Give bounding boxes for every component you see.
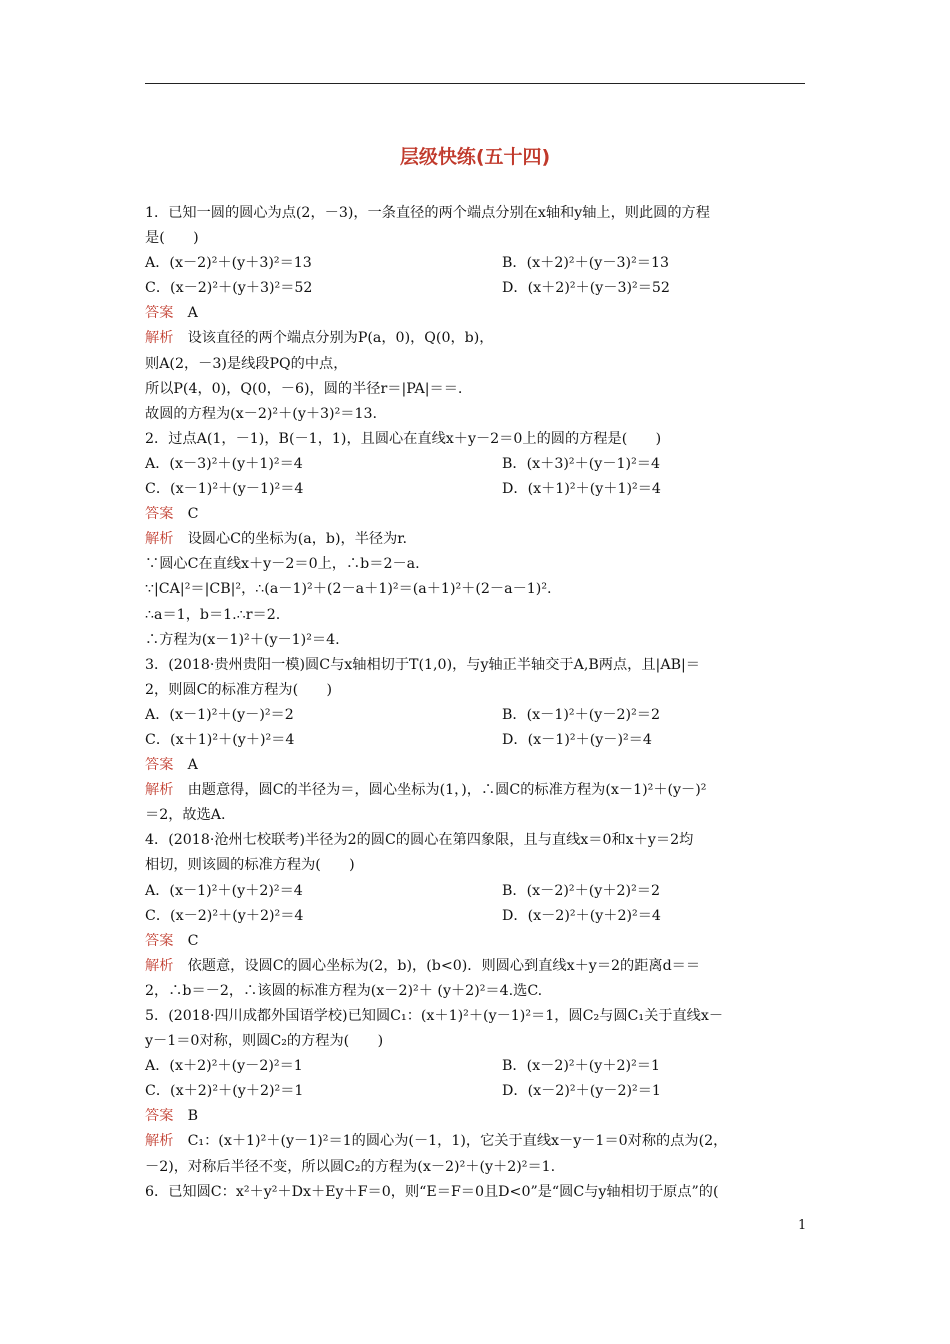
text-line <box>145 427 810 452</box>
answer-label: 解析 <box>145 1133 174 1150</box>
option-right: B．(x＋3)²＋(y－1)²＝4 <box>502 455 660 472</box>
option-right: D．(x＋1)²＋(y＋1)²＝4 <box>502 481 661 498</box>
option-row <box>145 879 810 904</box>
label-line <box>145 1104 810 1129</box>
text-line <box>145 979 810 1004</box>
text-line <box>145 226 810 251</box>
option-left: A．(x－3)²＋(y＋1)²＝4 <box>145 455 303 472</box>
answer-label: 答案 <box>145 506 174 523</box>
line-text: 设该直径的两个端点分别为P(a，0)，Q(0，b)， <box>173 330 494 347</box>
option-row <box>145 477 810 502</box>
text-line <box>145 552 810 577</box>
label-line <box>145 954 810 979</box>
text-line <box>145 803 810 828</box>
label-line <box>145 326 810 351</box>
text-line <box>145 1029 810 1054</box>
option-right: D．(x－2)²＋(y－2)²＝1 <box>502 1083 661 1100</box>
label-line <box>145 527 810 552</box>
line-text: ∵圆心C在直线x＋y－2＝0上，∴b＝2－a. <box>145 556 420 573</box>
answer-label: 答案 <box>145 305 174 322</box>
text-line <box>145 1004 810 1029</box>
answer-label: 解析 <box>145 531 174 548</box>
line-text: 2，则圆C的标准方程为( ) <box>145 681 333 698</box>
document-body <box>145 201 810 1205</box>
option-left: A．(x－2)²＋(y＋3)²＝13 <box>145 255 312 272</box>
text-line <box>145 1180 810 1205</box>
option-row <box>145 703 810 728</box>
header-rule <box>145 83 805 84</box>
line-text: A <box>173 305 198 322</box>
option-row <box>145 251 810 276</box>
line-text: 是( ) <box>145 230 199 247</box>
text-line <box>145 603 810 628</box>
line-text: 所以P(4，0)，Q(0，－6)，圆的半径r＝|PA|＝＝. <box>145 380 463 397</box>
line-text: y－1＝0对称，则圆C₂的方程为( ) <box>145 1033 384 1050</box>
option-right: B．(x－2)²＋(y＋2)²＝1 <box>502 1058 660 1075</box>
line-text: 2，∴b＝－2，∴该圆的标准方程为(x－2)²＋ (y＋2)²＝4.选C. <box>145 982 543 999</box>
line-text: C <box>173 932 199 949</box>
option-row <box>145 728 810 753</box>
line-text: 则A(2，－3)是线段PQ的中点， <box>145 355 348 372</box>
option-row <box>145 452 810 477</box>
text-line <box>145 377 810 402</box>
label-line <box>145 301 810 326</box>
text-line <box>145 828 810 853</box>
option-right: B．(x－1)²＋(y－2)²＝2 <box>502 706 660 723</box>
option-left: C．(x－1)²＋(y－1)²＝4 <box>145 481 304 498</box>
line-text: ＝2，故选A. <box>145 807 226 824</box>
text-line <box>145 1155 810 1180</box>
line-text: 依题意，设圆C的圆心坐标为(2，b)，(b<0)．则圆心到直线x＋y＝2的距离d＝＝ <box>173 957 701 974</box>
option-row <box>145 1079 810 1104</box>
line-text: 由题意得，圆C的半径为＝，圆心坐标为(1，)，∴圆C的标准方程为(x－1)²＋(y－)² <box>173 782 707 799</box>
page-number: 1 <box>798 1218 807 1233</box>
label-line <box>145 1129 810 1154</box>
label-line <box>145 778 810 803</box>
text-line <box>145 653 810 678</box>
option-left: C．(x－2)²＋(y＋3)²＝52 <box>145 280 313 297</box>
line-text: 2．过点A(1，－1)，B(－1，1)，且圆心在直线x＋y－2＝0上的圆的方程是( ) <box>145 430 662 447</box>
answer-label: 解析 <box>145 330 174 347</box>
label-line <box>145 753 810 778</box>
label-line <box>145 929 810 954</box>
answer-label: 解析 <box>145 957 174 974</box>
option-right: D．(x－2)²＋(y＋2)²＝4 <box>502 907 661 924</box>
option-left: C．(x＋2)²＋(y＋2)²＝1 <box>145 1083 304 1100</box>
line-text: 故圆的方程为(x－2)²＋(y＋3)²＝13. <box>145 405 378 422</box>
option-right: B．(x－2)²＋(y＋2)²＝2 <box>502 882 660 899</box>
line-text: 6．已知圆C：x²＋y²＋Dx＋Ey＋F＝0，则“E＝F＝0且D<0”是“圆C与y轴相切于原点”的( <box>145 1183 719 1200</box>
option-row <box>145 904 810 929</box>
text-line <box>145 853 810 878</box>
line-text: C <box>173 506 199 523</box>
option-left: C．(x－2)²＋(y＋2)²＝4 <box>145 907 304 924</box>
option-left: A．(x＋2)²＋(y－2)²＝1 <box>145 1058 303 1075</box>
text-line <box>145 201 810 226</box>
option-row <box>145 1054 810 1079</box>
option-left: A．(x－1)²＋(y＋2)²＝4 <box>145 882 303 899</box>
text-line <box>145 402 810 427</box>
line-text: C₁：(x＋1)²＋(y－1)²＝1的圆心为(－1，1)，它关于直线x－y－1＝0对称的点为(2， <box>173 1133 728 1150</box>
line-text: 1．已知一圆的圆心为点(2，－3)，一条直径的两个端点分别在x轴和y轴上，则此圆的方程 <box>145 205 710 221</box>
option-right: D．(x＋2)²＋(y－3)²＝52 <box>502 280 670 297</box>
line-text: ∵|CA|²＝|CB|²，∴(a－1)²＋(2－a＋1)²＝(a＋1)²＋(2－a－1)². <box>145 581 552 598</box>
line-text: B <box>173 1108 199 1125</box>
answer-label: 解析 <box>145 782 174 799</box>
option-left: A．(x－1)²＋(y－)²＝2 <box>145 706 294 723</box>
text-line <box>145 577 810 602</box>
text-line <box>145 678 810 703</box>
line-text: 3．(2018·贵州贵阳一模)圆C与x轴相切于T(1,0)，与y轴正半轴交于A,B两点，且|AB|＝ <box>145 656 700 673</box>
line-text: ∴方程为(x－1)²＋(y－1)²＝4. <box>145 631 340 648</box>
option-right: D．(x－1)²＋(y－)²＝4 <box>502 731 652 748</box>
label-line <box>145 502 810 527</box>
line-text: A <box>173 757 198 774</box>
line-text: 相切，则该圆的标准方程为( ) <box>145 857 355 874</box>
page-title: 层级快练(五十四) <box>399 146 551 168</box>
line-text: 4．(2018·沧州七校联考)半径为2的圆C的圆心在第四象限，且与直线x＝0和x＋y＝2均 <box>145 832 694 849</box>
text-line <box>145 628 810 653</box>
line-text: ∴a＝1，b＝1.∴r＝2. <box>145 606 281 623</box>
option-left: C．(x＋1)²＋(y＋)²＝4 <box>145 731 295 748</box>
answer-label: 答案 <box>145 932 174 949</box>
answer-label: 答案 <box>145 1108 174 1125</box>
option-right: B．(x＋2)²＋(y－3)²＝13 <box>502 255 670 272</box>
line-text: －2)，对称后半径不变，所以圆C₂的方程为(x－2)²＋(y＋2)²＝1. <box>145 1158 556 1175</box>
answer-label: 答案 <box>145 757 174 774</box>
line-text: 设圆心C的坐标为(a，b)，半径为r. <box>173 531 408 548</box>
option-row <box>145 276 810 301</box>
text-line <box>145 352 810 377</box>
line-text: 5．(2018·四川成都外国语学校)已知圆C₁：(x＋1)²＋(y－1)²＝1，圆C₂与圆C₁关于直线x－ <box>145 1008 724 1024</box>
